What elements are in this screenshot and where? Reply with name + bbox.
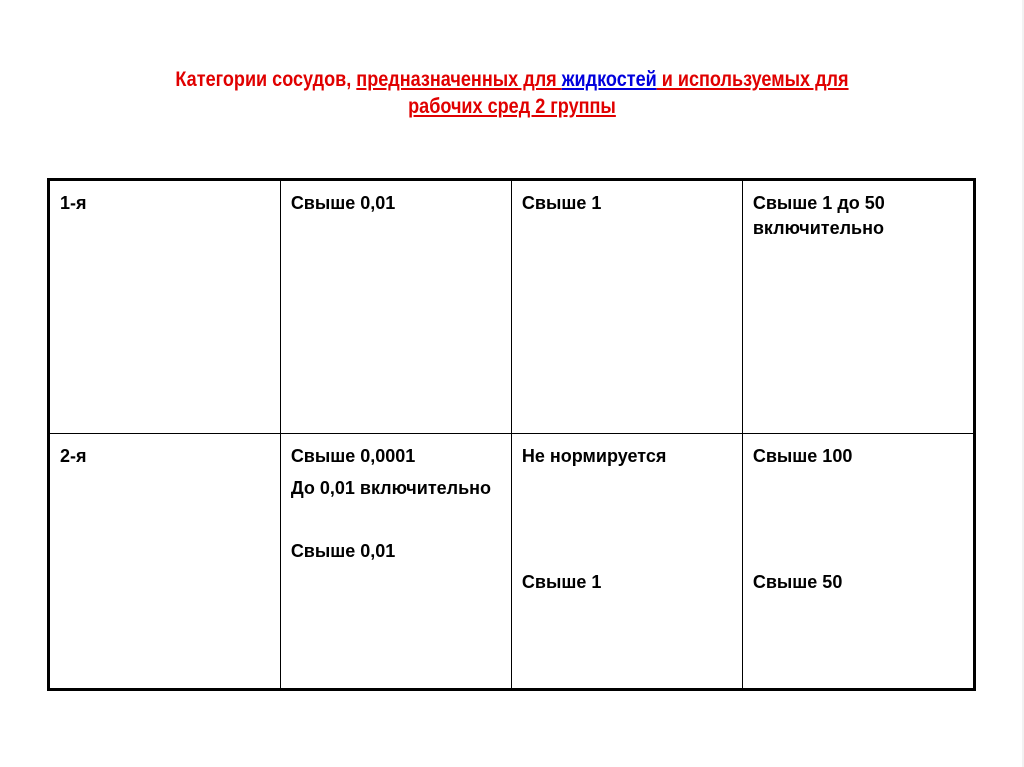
vessel-category-table <box>47 178 976 691</box>
table-row <box>49 180 975 434</box>
table-cell <box>511 434 742 690</box>
table-row <box>49 434 975 690</box>
title-part-1: Категории сосудов, <box>175 68 357 91</box>
table-cell <box>280 180 511 434</box>
cell-text: До 0,01 включительно <box>290 478 492 498</box>
cell-text: Свыше 100 <box>752 446 853 466</box>
table-cell <box>511 180 742 434</box>
table-cell <box>742 180 974 434</box>
cell-text: Свыше 50 <box>752 572 843 592</box>
cell-text: Свыше 1 <box>521 572 602 592</box>
cell-text: Свыше 0,01 <box>290 541 396 561</box>
cell-text: Свыше 0,01 <box>290 193 396 213</box>
cell-text: 1-я <box>60 193 87 213</box>
cell-text: Не нормируется <box>521 446 667 466</box>
category-cell <box>49 434 281 690</box>
cell-text: 2-я <box>60 446 87 466</box>
cell-text: Свыше 1 до 50 включительно <box>752 193 885 238</box>
title-part-2: предназначенных для <box>356 68 562 91</box>
table-cell <box>280 434 511 690</box>
category-cell <box>49 180 281 434</box>
slide-title <box>123 66 900 120</box>
title-line-2: рабочих сред 2 группы <box>408 95 616 118</box>
table-cell <box>742 434 974 690</box>
cell-text: Свыше 0,0001 <box>290 446 416 466</box>
cell-text: Свыше 1 <box>521 193 602 213</box>
title-part-3-link: жидкостей <box>561 68 657 91</box>
title-part-4: и используемых для <box>656 68 849 91</box>
